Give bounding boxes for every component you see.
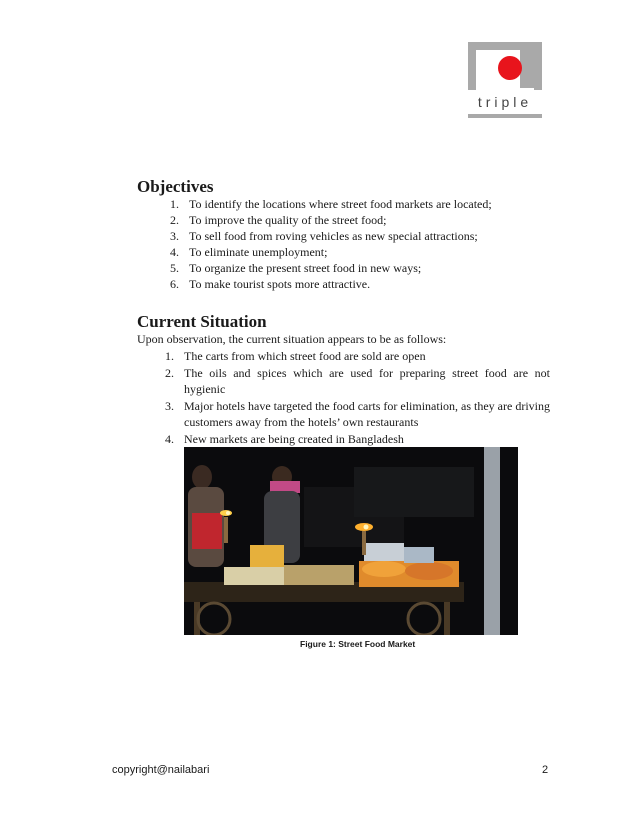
list-item: 2. The oils and spices which are used for preparing street food are not hygienic — [165, 365, 550, 396]
list-item: 1. To identify the locations where street food markets are located; — [170, 197, 492, 211]
list-item: 3. To sell food from roving vehicles as new special attractions; — [170, 229, 478, 243]
list-item: 5. To organize the present street food in new ways; — [170, 261, 422, 275]
objectives-list — [170, 196, 529, 292]
current-situation-list — [165, 348, 550, 447]
street-food-photo — [184, 447, 518, 635]
footer-copyright: copyright@nailabari — [112, 764, 210, 776]
objectives-heading: Objectives — [137, 177, 214, 196]
figure-caption: Figure 1: Street Food Market — [300, 639, 416, 649]
list-item: 2. To improve the quality of the street food; — [170, 213, 387, 227]
current-situation-heading: Current Situation — [137, 312, 267, 331]
list-item: 1. The carts from which street food are sold are open — [165, 349, 426, 363]
list-item: 4. To eliminate unemployment; — [170, 245, 328, 259]
page-number: 2 — [542, 764, 549, 776]
list-item: 6. To make tourist spots more attractive. — [170, 277, 371, 291]
list-item: 4. New markets are being created in Bangladesh — [165, 431, 404, 446]
triple9-logo — [466, 40, 544, 120]
intro-text: Upon observation, the current situation appears to be as follows: — [137, 332, 447, 346]
list-item: 3. Major hotels have targeted the food carts for elimination, as they are driving customers away from the hotels’ own restaurants — [165, 398, 550, 429]
svg-text:triple: triple — [477, 94, 533, 110]
